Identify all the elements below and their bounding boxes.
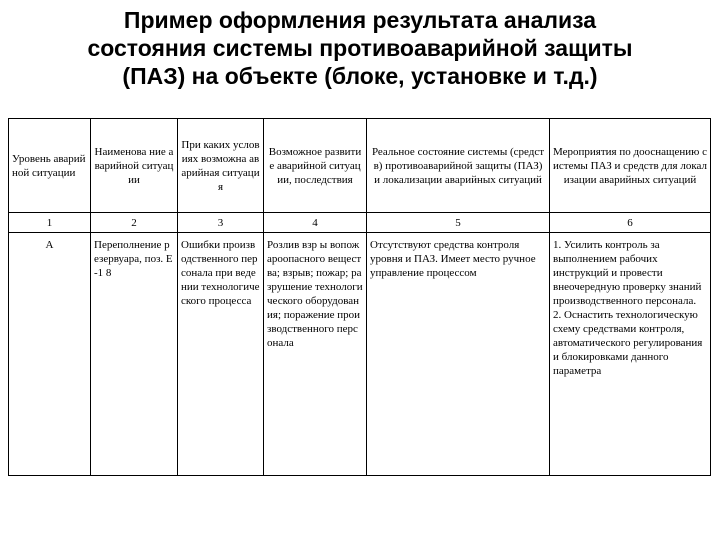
cell-current-state: Отсутствуют средства контроля уровня и ПАЗ. Имеет место ручное управление процессом xyxy=(367,233,550,476)
slide-title-line-3: (ПАЗ) на объекте (блоке, установке и т.д.) xyxy=(122,63,598,89)
slide-title-line-2: состояния системы противоаварийной защиты xyxy=(87,35,633,61)
table-row xyxy=(9,233,711,476)
header-current-state: Реальное состояние системы (средств) противоаварийной защиты (ПАЗ) и локализации аварийных ситуаций xyxy=(367,119,550,213)
slide-title xyxy=(20,6,700,90)
column-number: 4 xyxy=(264,213,367,233)
table-header-row xyxy=(9,119,711,213)
header-name: Наименова ние аварийной ситуации xyxy=(91,119,178,213)
measure-item-2: 2. Оснастить технологическую схему средствами контроля, автоматического регулирования и блокировками данного параметра xyxy=(553,309,703,377)
header-conditions: При каких условиях возможна аварийная ситуация xyxy=(178,119,264,213)
cell-level: А xyxy=(9,233,91,476)
column-number: 1 xyxy=(9,213,91,233)
header-development: Возможное развитие аварийной ситуации, последствия xyxy=(264,119,367,213)
column-number: 2 xyxy=(91,213,178,233)
slide-title-line-1: Пример оформления результата анализа xyxy=(123,7,597,33)
header-level: Уровень аварийной ситуации xyxy=(9,119,91,213)
cell-name: Переполнение резервуара, поз. Е -1 8 xyxy=(91,233,178,476)
cell-conditions: Ошибки производственного персонала при ведении технологического процесса xyxy=(178,233,264,476)
table-number-row xyxy=(9,213,711,233)
cell-development: Розлив взр ы вопожароопасного вещества; взрыв; пожар; разрушение технологического оборудования; поражение производственного персонала xyxy=(264,233,367,476)
measure-item-1: 1. Усилить контроль за выполнением рабочих инструкций и провести внеочередную проверку знаний производственного персонала. xyxy=(553,239,702,307)
cell-measures xyxy=(550,233,711,476)
header-measures: Мероприятия по дооснащению системы ПАЗ и средств для локализации аварийных ситуаций xyxy=(550,119,711,213)
column-number: 5 xyxy=(367,213,550,233)
analysis-table xyxy=(8,118,711,476)
column-number: 3 xyxy=(178,213,264,233)
column-number: 6 xyxy=(550,213,711,233)
